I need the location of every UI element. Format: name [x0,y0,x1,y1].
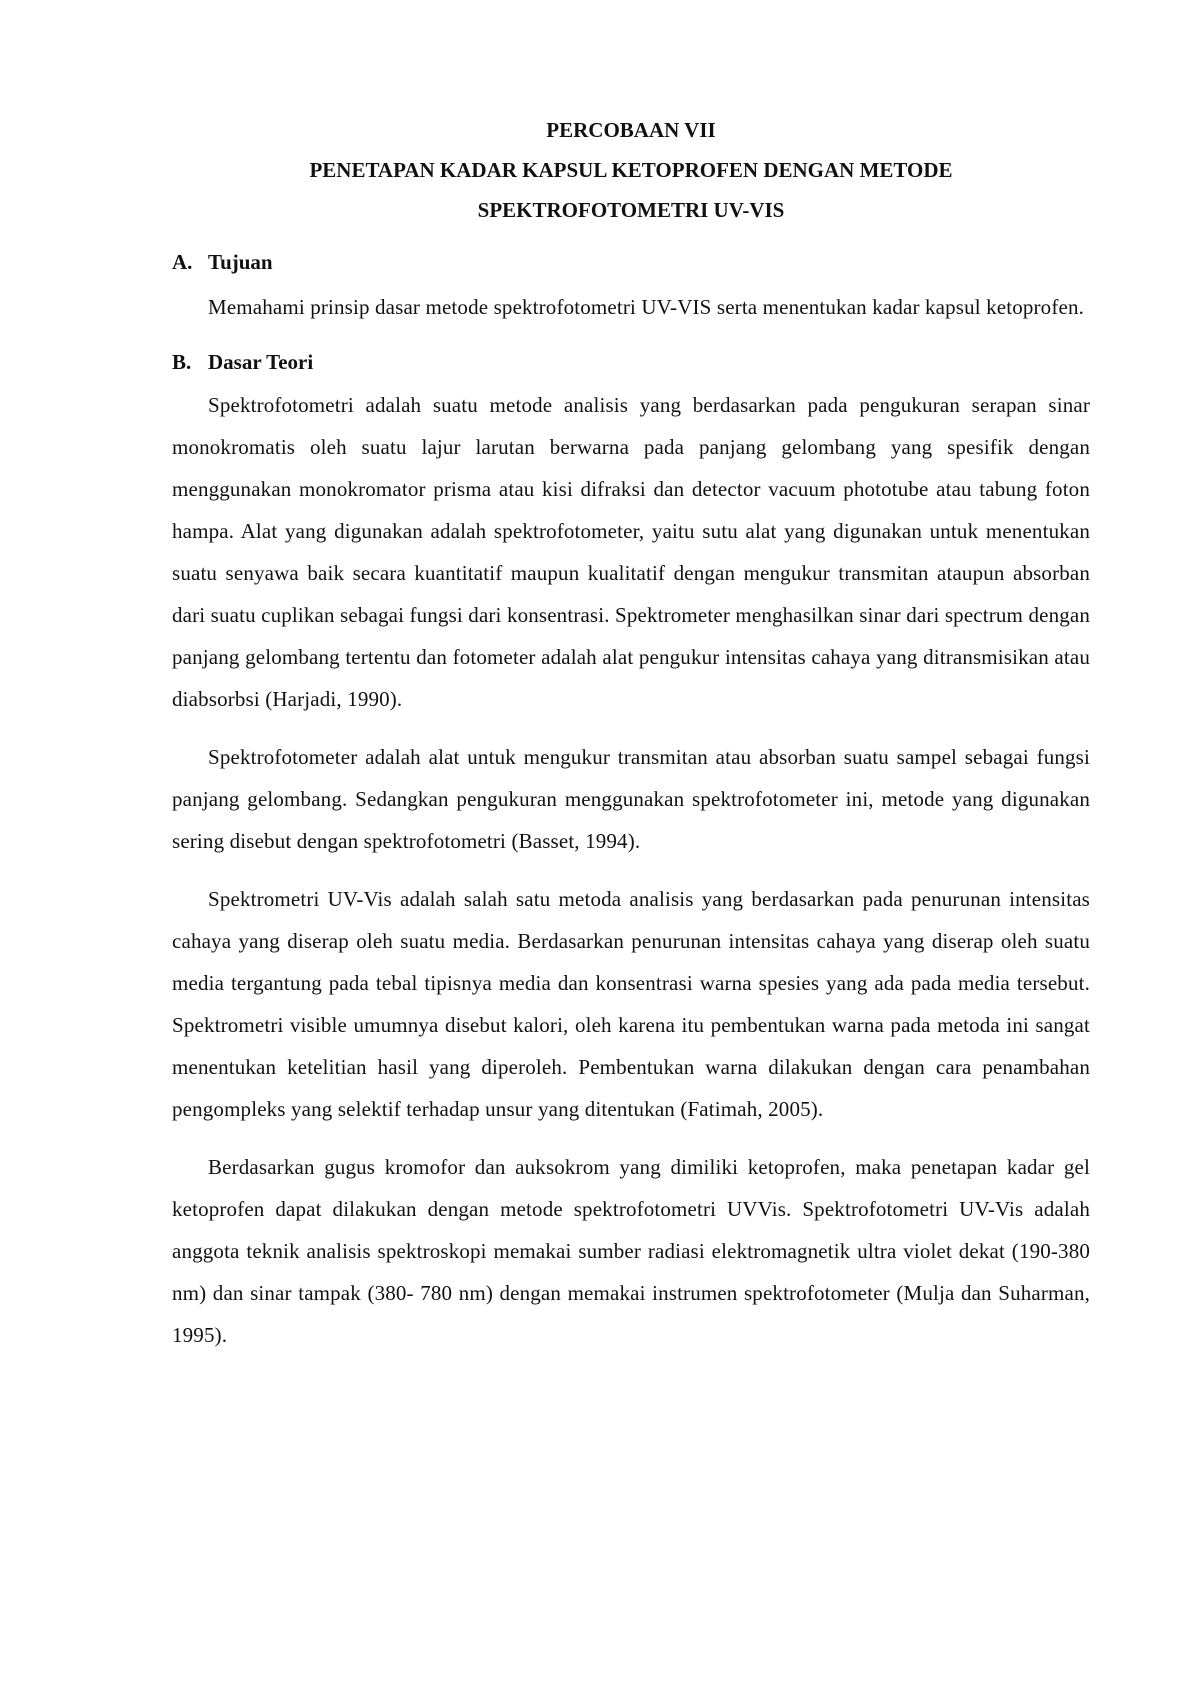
section-b-title: Dasar Teori [208,350,314,374]
section-a-heading [172,248,1090,276]
section-b-paragraph-1: Spektrofotometri adalah suatu metode analisis yang berdasarkan pada pengukuran serapan sinar monokromatis oleh suatu lajur larutan berwarna pada panjang gelombang yang spesifik dengan menggunakan monokromator prisma atau kisi difraksi dan detector vacuum phototube atau tabung foton hampa. Alat yang digunakan adalah spektrofotometer, yaitu sutu alat yang digunakan untuk menentukan suatu senyawa baik secara kuantitatif maupun kualitatif dengan mengukur transmitan ataupun absorban dari suatu cuplikan sebagai fungsi dari konsentrasi. Spektrometer menghasilkan sinar dari spectrum dengan panjang gelombang tertentu dan fotometer adalah alat pengukur intensitas cahaya yang ditransmisikan atau diabsorbsi (Harjadi, 1990). [172,393,1090,711]
section-b-heading [172,348,1090,376]
document-page [172,100,1090,1356]
section-b-paragraph-2: Spektrofotometer adalah alat untuk mengukur transmitan atau absorban suatu sampel sebagai fungsi panjang gelombang. Sedangkan pengukuran menggunakan spektrofotometer ini, metode yang digunakan sering disebut dengan spektrofotometri (Basset, 1994). [172,745,1090,853]
document-title-line-2: SPEKTROFOTOMETRI UV-VIS [477,198,785,222]
section-b-paragraph-3: Spektrometri UV-Vis adalah salah satu metoda analisis yang berdasarkan pada penurunan intensitas cahaya yang diserap oleh suatu media. Berdasarkan penurunan intensitas cahaya yang diserap oleh suatu media tergantung pada tebal tipisnya media dan konsentrasi warna spesies yang ada pada media tersebut. Spektrometri visible umumnya disebut kalori, oleh karena itu pembentukan warna pada metoda ini sangat menentukan ketelitian hasil yang diperoleh. Pembentukan warna dilakukan dengan cara penambahan pengompleks yang selektif terhadap unsur yang ditentukan (Fatimah, 2005). [172,887,1090,1121]
section-a-title: Tujuan [208,250,273,274]
section-b-paragraph-4: Berdasarkan gugus kromofor dan auksokrom yang dimiliki ketoprofen, maka penetapan kadar gel ketoprofen dapat dilakukan dengan metode spektrofotometri UVVis. Spektrofotometri UV-Vis adalah anggota teknik analisis spektroskopi memakai sumber radiasi elektromagnetik ultra violet dekat (190-380 nm) dan sinar tampak (380- 780 nm) dengan memakai instrumen spektrofotometer (Mulja dan Suharman, 1995). [172,1155,1090,1347]
section-a-letter: A. [172,250,193,274]
document-title-line-1: PENETAPAN KADAR KAPSUL KETOPROFEN DENGAN METODE [309,158,953,182]
section-a-paragraph: Memahami prinsip dasar metode spektrofotometri UV-VIS serta menentukan kadar kapsul ketoprofen. [208,295,1084,319]
experiment-number-title: PERCOBAAN VII [546,118,716,142]
section-b-letter: B. [172,350,192,374]
